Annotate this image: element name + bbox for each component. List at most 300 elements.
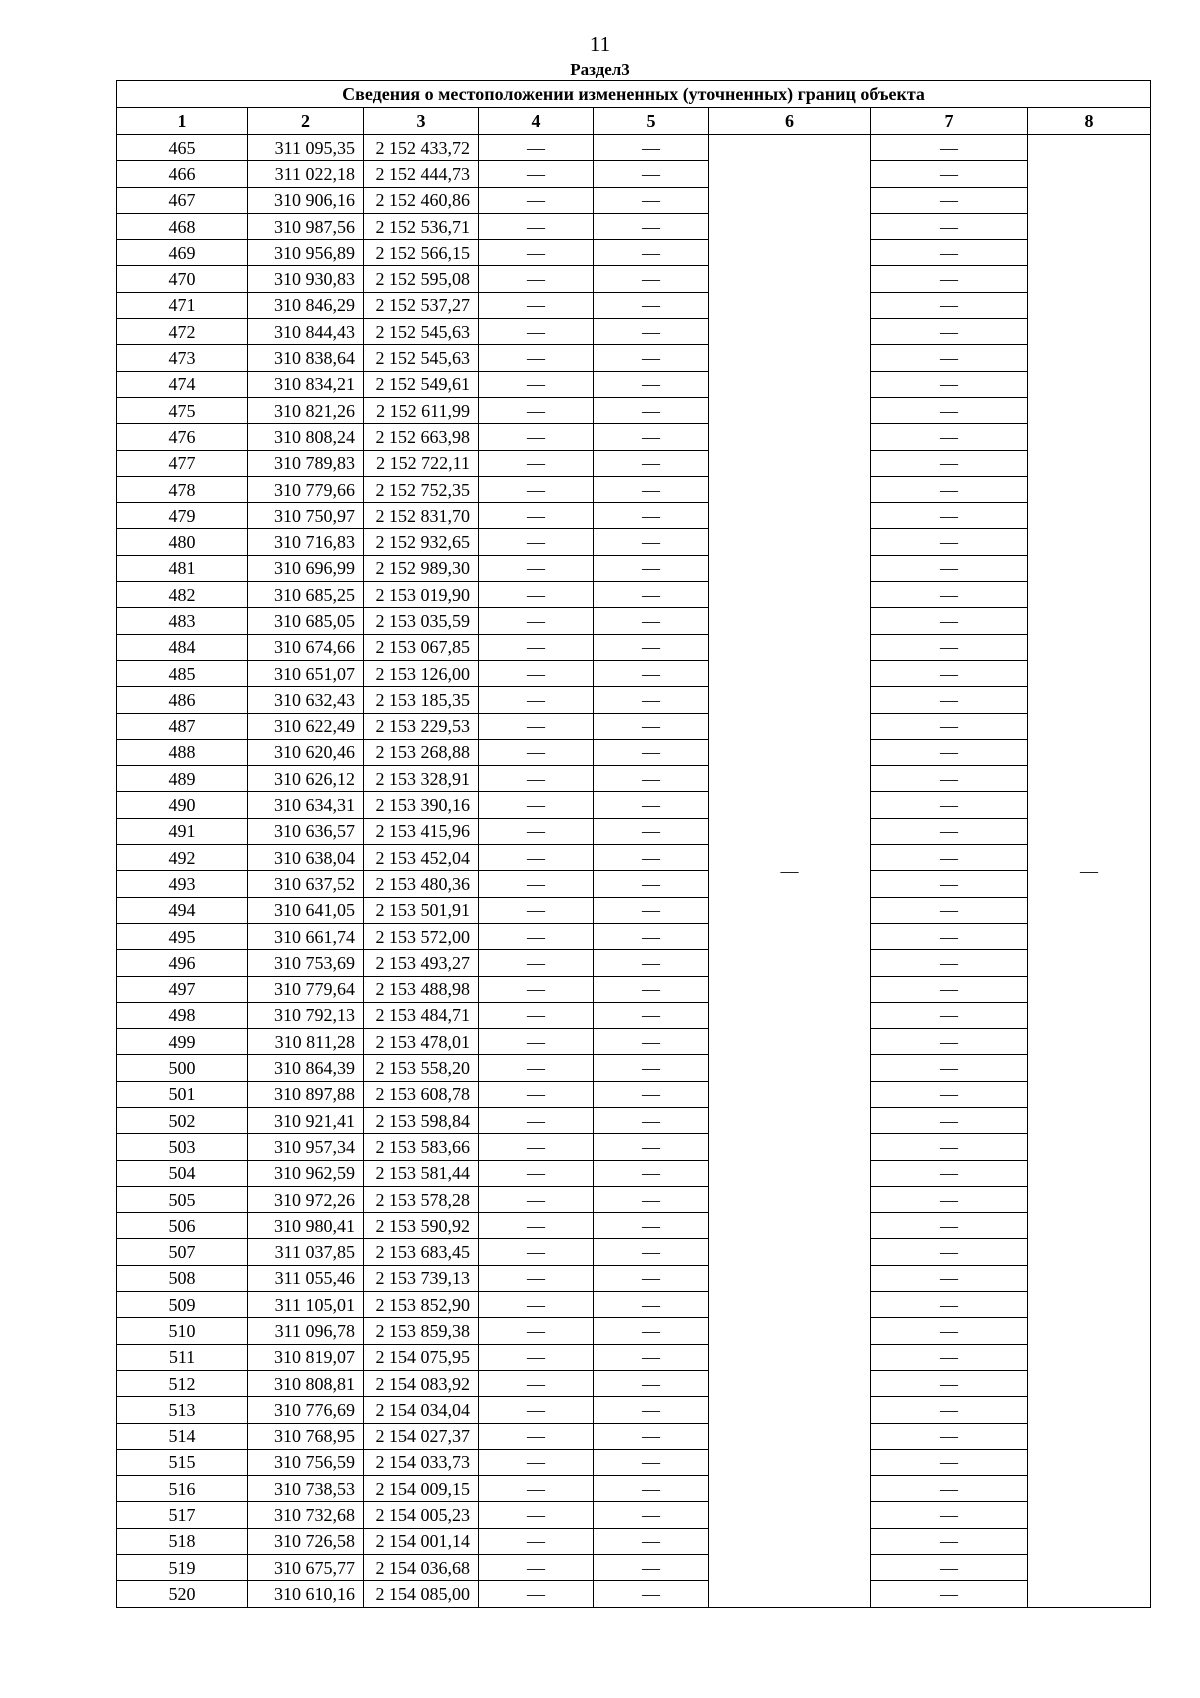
column-7-cell: — xyxy=(871,634,1028,660)
point-number-cell: 480 xyxy=(117,529,248,555)
column-7-cell: — xyxy=(871,1002,1028,1028)
table-row xyxy=(117,266,1151,292)
y-coordinate-cell: 2 154 085,00 xyxy=(364,1581,479,1607)
column-5-cell: — xyxy=(594,582,709,608)
table-row xyxy=(117,1476,1151,1502)
column-5-cell: — xyxy=(594,950,709,976)
column-4-cell: — xyxy=(479,950,594,976)
column-5-cell: — xyxy=(594,1581,709,1607)
point-number-cell: 510 xyxy=(117,1318,248,1344)
column-4-cell: — xyxy=(479,976,594,1002)
table-row xyxy=(117,608,1151,634)
point-number-cell: 502 xyxy=(117,1107,248,1133)
column-5-cell: — xyxy=(594,1134,709,1160)
table-row xyxy=(117,213,1151,239)
x-coordinate-cell: 310 957,34 xyxy=(248,1134,364,1160)
table-row xyxy=(117,292,1151,318)
column-7-cell: — xyxy=(871,266,1028,292)
column-4-cell: — xyxy=(479,687,594,713)
column-7-cell: — xyxy=(871,1528,1028,1554)
column-4-cell: — xyxy=(479,1292,594,1318)
y-coordinate-cell: 2 152 444,73 xyxy=(364,161,479,187)
column-4-cell: — xyxy=(479,713,594,739)
point-number-cell: 495 xyxy=(117,923,248,949)
column-4-cell: — xyxy=(479,213,594,239)
table-row xyxy=(117,871,1151,897)
table-row xyxy=(117,1107,1151,1133)
column-4-cell: — xyxy=(479,424,594,450)
x-coordinate-cell: 310 637,52 xyxy=(248,871,364,897)
x-coordinate-cell: 310 634,31 xyxy=(248,792,364,818)
table-row xyxy=(117,1292,1151,1318)
table-row xyxy=(117,1423,1151,1449)
column-5-cell: — xyxy=(594,1292,709,1318)
column-6-merged-cell: — xyxy=(709,135,871,1608)
table-row xyxy=(117,1239,1151,1265)
y-coordinate-cell: 2 153 019,90 xyxy=(364,582,479,608)
column-5-cell: — xyxy=(594,292,709,318)
x-coordinate-cell: 310 675,77 xyxy=(248,1555,364,1581)
column-5-cell: — xyxy=(594,845,709,871)
y-coordinate-cell: 2 152 611,99 xyxy=(364,397,479,423)
column-5-cell: — xyxy=(594,1476,709,1502)
x-coordinate-cell: 310 808,24 xyxy=(248,424,364,450)
column-4-cell: — xyxy=(479,450,594,476)
point-number-cell: 499 xyxy=(117,1029,248,1055)
point-number-cell: 486 xyxy=(117,687,248,713)
y-coordinate-cell: 2 153 488,98 xyxy=(364,976,479,1002)
y-coordinate-cell: 2 153 229,53 xyxy=(364,713,479,739)
point-number-cell: 509 xyxy=(117,1292,248,1318)
table-row xyxy=(117,1186,1151,1212)
column-5-cell: — xyxy=(594,266,709,292)
column-4-cell: — xyxy=(479,845,594,871)
column-7-cell: — xyxy=(871,476,1028,502)
y-coordinate-cell: 2 153 572,00 xyxy=(364,923,479,949)
column-4-cell: — xyxy=(479,1502,594,1528)
column-7-cell: — xyxy=(871,792,1028,818)
x-coordinate-cell: 310 753,69 xyxy=(248,950,364,976)
table-row xyxy=(117,1502,1151,1528)
table-row xyxy=(117,634,1151,660)
x-coordinate-cell: 311 105,01 xyxy=(248,1292,364,1318)
column-4-cell: — xyxy=(479,739,594,765)
point-number-cell: 493 xyxy=(117,871,248,897)
column-4-cell: — xyxy=(479,161,594,187)
column-7-cell: — xyxy=(871,503,1028,529)
x-coordinate-cell: 310 638,04 xyxy=(248,845,364,871)
column-5-cell: — xyxy=(594,634,709,660)
column-4-cell: — xyxy=(479,1528,594,1554)
column-8-merged-cell: — xyxy=(1028,135,1151,1608)
y-coordinate-cell: 2 153 608,78 xyxy=(364,1081,479,1107)
y-coordinate-cell: 2 153 581,44 xyxy=(364,1160,479,1186)
column-7-cell: — xyxy=(871,582,1028,608)
table-row xyxy=(117,897,1151,923)
column-4-cell: — xyxy=(479,345,594,371)
column-5-cell: — xyxy=(594,818,709,844)
table-row xyxy=(117,582,1151,608)
x-coordinate-cell: 311 096,78 xyxy=(248,1318,364,1344)
table-row xyxy=(117,950,1151,976)
x-coordinate-cell: 310 838,64 xyxy=(248,345,364,371)
point-number-cell: 490 xyxy=(117,792,248,818)
x-coordinate-cell: 310 738,53 xyxy=(248,1476,364,1502)
column-4-cell: — xyxy=(479,371,594,397)
x-coordinate-cell: 310 685,25 xyxy=(248,582,364,608)
column-5-cell: — xyxy=(594,1055,709,1081)
column-header: 4 xyxy=(479,108,594,135)
point-number-cell: 487 xyxy=(117,713,248,739)
point-number-cell: 478 xyxy=(117,476,248,502)
y-coordinate-cell: 2 153 415,96 xyxy=(364,818,479,844)
y-coordinate-cell: 2 153 558,20 xyxy=(364,1055,479,1081)
table-row xyxy=(117,792,1151,818)
column-7-cell: — xyxy=(871,871,1028,897)
point-number-cell: 492 xyxy=(117,845,248,871)
table-row xyxy=(117,1318,1151,1344)
x-coordinate-cell: 310 779,66 xyxy=(248,476,364,502)
y-coordinate-cell: 2 154 001,14 xyxy=(364,1528,479,1554)
column-7-cell: — xyxy=(871,845,1028,871)
table-row xyxy=(117,529,1151,555)
column-7-cell: — xyxy=(871,1581,1028,1607)
point-number-cell: 479 xyxy=(117,503,248,529)
x-coordinate-cell: 310 808,81 xyxy=(248,1370,364,1396)
column-4-cell: — xyxy=(479,1423,594,1449)
column-header: 1 xyxy=(117,108,248,135)
point-number-cell: 514 xyxy=(117,1423,248,1449)
x-coordinate-cell: 310 610,16 xyxy=(248,1581,364,1607)
point-number-cell: 474 xyxy=(117,371,248,397)
point-number-cell: 485 xyxy=(117,660,248,686)
x-coordinate-cell: 310 685,05 xyxy=(248,608,364,634)
x-coordinate-cell: 310 632,43 xyxy=(248,687,364,713)
column-4-cell: — xyxy=(479,1318,594,1344)
column-4-cell: — xyxy=(479,292,594,318)
column-header: 7 xyxy=(871,108,1028,135)
column-5-cell: — xyxy=(594,687,709,713)
column-5-cell: — xyxy=(594,1107,709,1133)
column-header-row xyxy=(117,108,1151,135)
y-coordinate-cell: 2 152 433,72 xyxy=(364,135,479,161)
column-7-cell: — xyxy=(871,1344,1028,1370)
table-row xyxy=(117,1449,1151,1475)
column-7-cell: — xyxy=(871,713,1028,739)
column-7-cell: — xyxy=(871,1318,1028,1344)
x-coordinate-cell: 310 636,57 xyxy=(248,818,364,844)
x-coordinate-cell: 310 811,28 xyxy=(248,1029,364,1055)
y-coordinate-cell: 2 153 493,27 xyxy=(364,950,479,976)
column-4-cell: — xyxy=(479,1055,594,1081)
point-number-cell: 494 xyxy=(117,897,248,923)
column-header: 3 xyxy=(364,108,479,135)
y-coordinate-cell: 2 153 478,01 xyxy=(364,1029,479,1055)
x-coordinate-cell: 310 626,12 xyxy=(248,766,364,792)
column-4-cell: — xyxy=(479,1449,594,1475)
x-coordinate-cell: 310 661,74 xyxy=(248,923,364,949)
point-number-cell: 470 xyxy=(117,266,248,292)
column-7-cell: — xyxy=(871,1449,1028,1475)
column-4-cell: — xyxy=(479,871,594,897)
column-4-cell: — xyxy=(479,1107,594,1133)
column-4-cell: — xyxy=(479,240,594,266)
point-number-cell: 513 xyxy=(117,1397,248,1423)
table-body xyxy=(117,135,1151,1608)
point-number-cell: 505 xyxy=(117,1186,248,1212)
y-coordinate-cell: 2 152 932,65 xyxy=(364,529,479,555)
y-coordinate-cell: 2 154 005,23 xyxy=(364,1502,479,1528)
column-7-cell: — xyxy=(871,161,1028,187)
x-coordinate-cell: 310 956,89 xyxy=(248,240,364,266)
x-coordinate-cell: 311 022,18 xyxy=(248,161,364,187)
column-header: 6 xyxy=(709,108,871,135)
column-5-cell: — xyxy=(594,713,709,739)
column-7-cell: — xyxy=(871,424,1028,450)
point-number-cell: 500 xyxy=(117,1055,248,1081)
column-4-cell: — xyxy=(479,503,594,529)
table-row xyxy=(117,766,1151,792)
y-coordinate-cell: 2 154 036,68 xyxy=(364,1555,479,1581)
y-coordinate-cell: 2 153 859,38 xyxy=(364,1318,479,1344)
x-coordinate-cell: 310 972,26 xyxy=(248,1186,364,1212)
point-number-cell: 503 xyxy=(117,1134,248,1160)
column-4-cell: — xyxy=(479,1344,594,1370)
section-label: Раздел3 xyxy=(570,60,630,79)
table-row xyxy=(117,845,1151,871)
table-row xyxy=(117,1528,1151,1554)
column-7-cell: — xyxy=(871,897,1028,923)
column-7-cell: — xyxy=(871,1107,1028,1133)
column-5-cell: — xyxy=(594,976,709,1002)
column-5-cell: — xyxy=(594,1029,709,1055)
column-5-cell: — xyxy=(594,1002,709,1028)
point-number-cell: 482 xyxy=(117,582,248,608)
column-5-cell: — xyxy=(594,319,709,345)
column-5-cell: — xyxy=(594,555,709,581)
table-row xyxy=(117,1213,1151,1239)
point-number-cell: 501 xyxy=(117,1081,248,1107)
table-row xyxy=(117,1134,1151,1160)
x-coordinate-cell: 310 726,58 xyxy=(248,1528,364,1554)
y-coordinate-cell: 2 153 452,04 xyxy=(364,845,479,871)
column-5-cell: — xyxy=(594,1265,709,1291)
column-5-cell: — xyxy=(594,345,709,371)
point-number-cell: 515 xyxy=(117,1449,248,1475)
table-row xyxy=(117,687,1151,713)
table-row xyxy=(117,371,1151,397)
y-coordinate-cell: 2 153 739,13 xyxy=(364,1265,479,1291)
column-5-cell: — xyxy=(594,161,709,187)
y-coordinate-cell: 2 153 268,88 xyxy=(364,739,479,765)
x-coordinate-cell: 310 776,69 xyxy=(248,1397,364,1423)
column-7-cell: — xyxy=(871,766,1028,792)
y-coordinate-cell: 2 153 501,91 xyxy=(364,897,479,923)
column-5-cell: — xyxy=(594,1423,709,1449)
table-row xyxy=(117,161,1151,187)
column-5-cell: — xyxy=(594,1344,709,1370)
point-number-cell: 467 xyxy=(117,187,248,213)
x-coordinate-cell: 310 844,43 xyxy=(248,319,364,345)
point-number-cell: 520 xyxy=(117,1581,248,1607)
column-7-cell: — xyxy=(871,292,1028,318)
table-row xyxy=(117,923,1151,949)
column-4-cell: — xyxy=(479,660,594,686)
column-5-cell: — xyxy=(594,529,709,555)
table-row xyxy=(117,1370,1151,1396)
x-coordinate-cell: 310 674,66 xyxy=(248,634,364,660)
table-row xyxy=(117,1055,1151,1081)
column-5-cell: — xyxy=(594,871,709,897)
point-number-cell: 516 xyxy=(117,1476,248,1502)
column-7-cell: — xyxy=(871,1160,1028,1186)
x-coordinate-cell: 310 906,16 xyxy=(248,187,364,213)
column-5-cell: — xyxy=(594,503,709,529)
x-coordinate-cell: 310 792,13 xyxy=(248,1002,364,1028)
column-7-cell: — xyxy=(871,1555,1028,1581)
column-5-cell: — xyxy=(594,135,709,161)
y-coordinate-cell: 2 153 185,35 xyxy=(364,687,479,713)
y-coordinate-cell: 2 152 595,08 xyxy=(364,266,479,292)
y-coordinate-cell: 2 152 989,30 xyxy=(364,555,479,581)
x-coordinate-cell: 310 962,59 xyxy=(248,1160,364,1186)
x-coordinate-cell: 310 756,59 xyxy=(248,1449,364,1475)
y-coordinate-cell: 2 153 035,59 xyxy=(364,608,479,634)
point-number-cell: 483 xyxy=(117,608,248,634)
column-5-cell: — xyxy=(594,1555,709,1581)
point-number-cell: 466 xyxy=(117,161,248,187)
column-4-cell: — xyxy=(479,1081,594,1107)
column-7-cell: — xyxy=(871,371,1028,397)
point-number-cell: 512 xyxy=(117,1370,248,1396)
column-7-cell: — xyxy=(871,555,1028,581)
x-coordinate-cell: 310 789,83 xyxy=(248,450,364,476)
column-7-cell: — xyxy=(871,1423,1028,1449)
column-5-cell: — xyxy=(594,397,709,423)
point-number-cell: 507 xyxy=(117,1239,248,1265)
point-number-cell: 469 xyxy=(117,240,248,266)
column-7-cell: — xyxy=(871,1292,1028,1318)
column-7-cell: — xyxy=(871,529,1028,555)
table-row xyxy=(117,450,1151,476)
column-7-cell: — xyxy=(871,660,1028,686)
x-coordinate-cell: 310 897,88 xyxy=(248,1081,364,1107)
point-number-cell: 477 xyxy=(117,450,248,476)
x-coordinate-cell: 310 750,97 xyxy=(248,503,364,529)
table-row xyxy=(117,660,1151,686)
column-4-cell: — xyxy=(479,818,594,844)
point-number-cell: 472 xyxy=(117,319,248,345)
y-coordinate-cell: 2 153 683,45 xyxy=(364,1239,479,1265)
column-7-cell: — xyxy=(871,1213,1028,1239)
table-row xyxy=(117,397,1151,423)
table-row xyxy=(117,1397,1151,1423)
column-header: 8 xyxy=(1028,108,1151,135)
column-4-cell: — xyxy=(479,529,594,555)
column-5-cell: — xyxy=(594,660,709,686)
table-row xyxy=(117,345,1151,371)
y-coordinate-cell: 2 152 537,27 xyxy=(364,292,479,318)
column-7-cell: — xyxy=(871,319,1028,345)
x-coordinate-cell: 310 846,29 xyxy=(248,292,364,318)
point-number-cell: 506 xyxy=(117,1213,248,1239)
y-coordinate-cell: 2 153 590,92 xyxy=(364,1213,479,1239)
point-number-cell: 471 xyxy=(117,292,248,318)
x-coordinate-cell: 310 732,68 xyxy=(248,1502,364,1528)
column-7-cell: — xyxy=(871,213,1028,239)
column-5-cell: — xyxy=(594,1370,709,1396)
column-4-cell: — xyxy=(479,1397,594,1423)
column-5-cell: — xyxy=(594,1081,709,1107)
column-5-cell: — xyxy=(594,476,709,502)
table-row xyxy=(117,135,1151,161)
column-5-cell: — xyxy=(594,187,709,213)
point-number-cell: 491 xyxy=(117,818,248,844)
x-coordinate-cell: 310 696,99 xyxy=(248,555,364,581)
x-coordinate-cell: 310 821,26 xyxy=(248,397,364,423)
x-coordinate-cell: 311 037,85 xyxy=(248,1239,364,1265)
column-4-cell: — xyxy=(479,135,594,161)
page-number: 11 xyxy=(589,32,611,56)
column-4-cell: — xyxy=(479,1134,594,1160)
table-row xyxy=(117,1581,1151,1607)
column-7-cell: — xyxy=(871,1397,1028,1423)
y-coordinate-cell: 2 154 083,92 xyxy=(364,1370,479,1396)
y-coordinate-cell: 2 153 578,28 xyxy=(364,1186,479,1212)
x-coordinate-cell: 310 620,46 xyxy=(248,739,364,765)
column-4-cell: — xyxy=(479,1581,594,1607)
y-coordinate-cell: 2 154 009,15 xyxy=(364,1476,479,1502)
point-number-cell: 504 xyxy=(117,1160,248,1186)
column-4-cell: — xyxy=(479,476,594,502)
point-number-cell: 518 xyxy=(117,1528,248,1554)
column-4-cell: — xyxy=(479,1239,594,1265)
column-5-cell: — xyxy=(594,739,709,765)
point-number-cell: 473 xyxy=(117,345,248,371)
point-number-cell: 489 xyxy=(117,766,248,792)
column-4-cell: — xyxy=(479,582,594,608)
point-number-cell: 468 xyxy=(117,213,248,239)
table-row xyxy=(117,240,1151,266)
column-4-cell: — xyxy=(479,1029,594,1055)
x-coordinate-cell: 310 716,83 xyxy=(248,529,364,555)
point-number-cell: 484 xyxy=(117,634,248,660)
y-coordinate-cell: 2 153 067,85 xyxy=(364,634,479,660)
column-7-cell: — xyxy=(871,345,1028,371)
column-4-cell: — xyxy=(479,634,594,660)
table-row xyxy=(117,1160,1151,1186)
column-5-cell: — xyxy=(594,1186,709,1212)
table-row xyxy=(117,503,1151,529)
column-5-cell: — xyxy=(594,1397,709,1423)
column-4-cell: — xyxy=(479,1370,594,1396)
column-header: 2 xyxy=(248,108,364,135)
x-coordinate-cell: 310 779,64 xyxy=(248,976,364,1002)
column-5-cell: — xyxy=(594,897,709,923)
column-7-cell: — xyxy=(871,608,1028,634)
table-row xyxy=(117,1081,1151,1107)
column-4-cell: — xyxy=(479,187,594,213)
column-5-cell: — xyxy=(594,1213,709,1239)
column-5-cell: — xyxy=(594,1239,709,1265)
column-7-cell: — xyxy=(871,1502,1028,1528)
column-4-cell: — xyxy=(479,1555,594,1581)
table-row xyxy=(117,1029,1151,1055)
column-header: 5 xyxy=(594,108,709,135)
point-number-cell: 496 xyxy=(117,950,248,976)
column-4-cell: — xyxy=(479,397,594,423)
column-5-cell: — xyxy=(594,1449,709,1475)
